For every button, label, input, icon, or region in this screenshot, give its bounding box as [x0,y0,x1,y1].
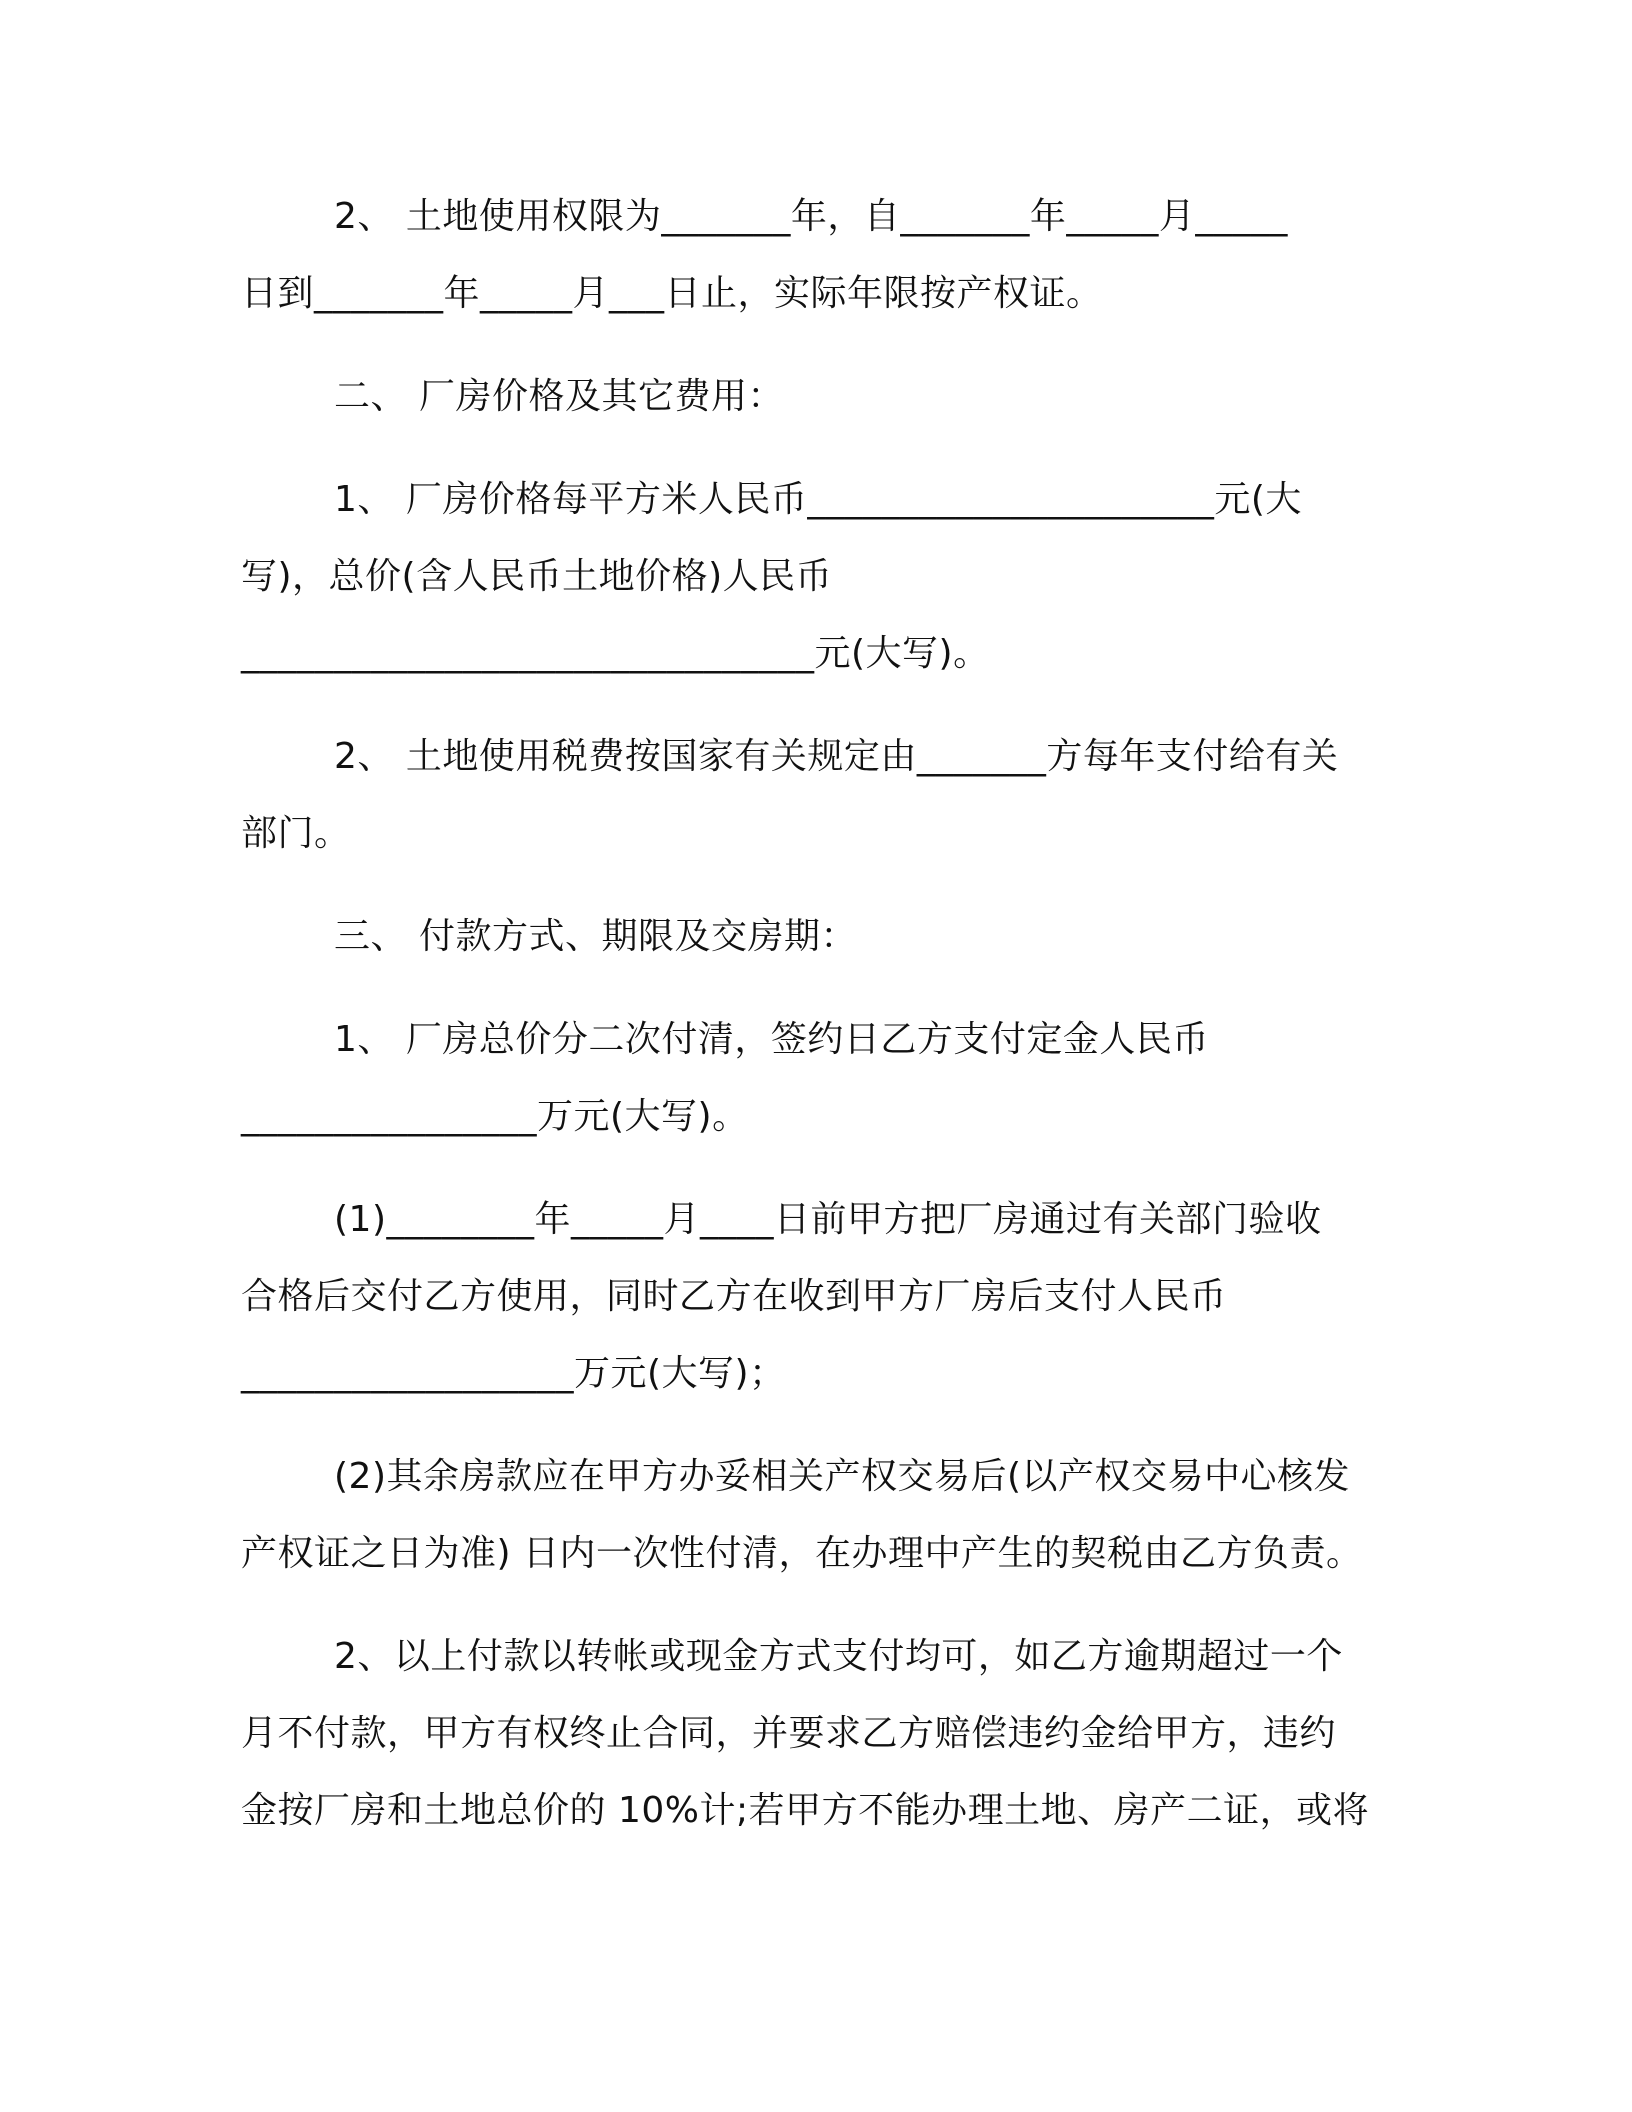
section-heading: 二、 厂房价格及其它费用： [334,376,784,417]
text-line: __________________万元(大写)； [241,1353,786,1394]
text-line: 部门。 [241,813,351,854]
text-line: 合格后交付乙方使用，同时乙方在收到甲方厂房后支付人民币 [241,1276,1227,1317]
text-line: 2、以上付款以转帐或现金方式支付均可，如乙方逾期超过一个 [334,1636,1343,1677]
text-line: 2、 土地使用税费按国家有关规定由_______方每年支付给有关 [334,736,1339,777]
section-heading: 三、 付款方式、期限及交房期： [334,916,857,957]
text-line: 产权证之日为准) 日内一次性付清，在办理中产生的契税由乙方负责。 [241,1533,1363,1574]
text-line: (1)________年_____月____日前甲方把厂房通过有关部门验收 [334,1199,1322,1240]
text-line: 写)，总价(含人民币土地价格)人民币 [241,556,833,597]
text-line: 月不付款，甲方有权终止合同，并要求乙方赔偿违约金给甲方，违约 [241,1713,1337,1754]
text-line: 2、 土地使用权限为_______年，自_______年_____月_____ [334,196,1288,237]
text-line: (2)其余房款应在甲方办妥相关产权交易后(以产权交易中心核发 [334,1456,1351,1497]
text-line: 1、 厂房总价分二次付清，签约日乙方支付定金人民币 [334,1019,1209,1060]
text-line: 金按厂房和土地总价的 10%计;若甲方不能办理土地、房产二证，或将 [241,1790,1370,1831]
text-line: _______________________________元(大写)。 [241,633,990,674]
text-line: ________________万元(大写)。 [241,1096,749,1137]
text-line: 日到_______年_____月___日止，实际年限按产权证。 [241,273,1103,314]
text-line: 1、 厂房价格每平方米人民币______________________元(大 [334,479,1302,520]
